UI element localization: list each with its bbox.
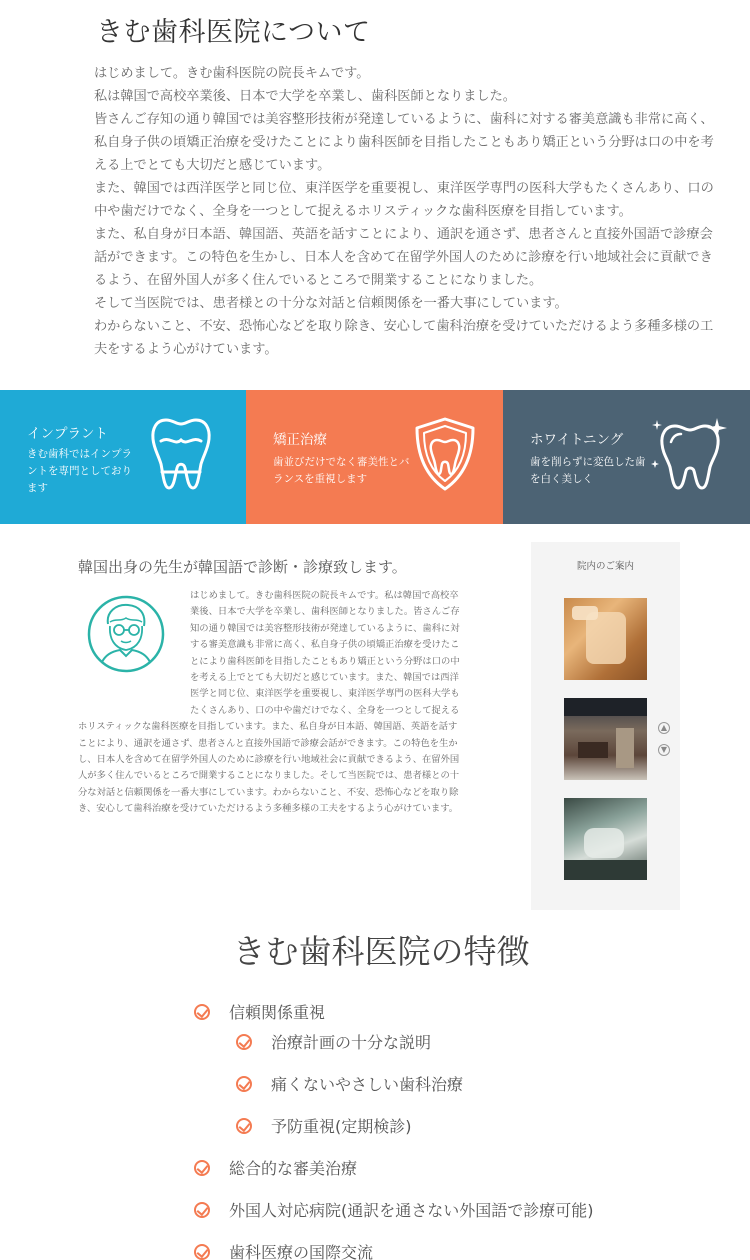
features-section — [0, 924, 750, 1260]
about-paragraph: 皆さんご存知の通り韓国では美容整形技術が発達しているように、歯科に対する審美意識も非常に高く、私自身子供の頃矯正治療を受けたことにより歯科医師を目指したこともあり矯正という分野は口の中を考える上でとても大切だと感じています。 — [94, 112, 714, 173]
service-tile-implant[interactable] — [0, 390, 246, 524]
feature-item — [194, 1000, 325, 1023]
feature-label: 治療計画の十分な説明 — [271, 1033, 432, 1052]
doctor-title: 韓国出身の先生が韓国語で診断・診療致します。 — [78, 558, 407, 576]
feature-item — [194, 1240, 373, 1260]
feature-label: 予防重視(定期検診) — [271, 1117, 412, 1136]
feature-label: 外国人対応病院(通訳を通さない外国語で診療可能) — [229, 1201, 594, 1220]
service-title: ホワイトニング — [530, 432, 624, 448]
service-title: インプラント — [27, 426, 108, 442]
service-tile-whitening[interactable] — [503, 390, 750, 524]
clinic-gallery — [531, 542, 680, 910]
feature-item — [236, 1114, 412, 1137]
about-paragraph: わからないこと、不安、恐怖心などを取り除き、安心して歯科治療を受けていただけるよう多種多様の工夫をするよう心がけています。 — [94, 319, 714, 357]
tooth-shield-icon — [412, 416, 478, 492]
gallery-scroll-up-icon[interactable]: ▲ — [658, 722, 670, 734]
feature-item — [236, 1030, 431, 1053]
feature-label: 歯科医療の国際交流 — [229, 1243, 374, 1260]
about-paragraph: そして当医院では、患者様との十分な対話と信頼関係を一番大事にしています。 — [94, 296, 568, 311]
doctor-section — [0, 524, 750, 924]
about-paragraph: 私は韓国で高校卒業後、日本で大学を卒業し、歯科医師となりました。 — [94, 89, 516, 104]
about-paragraph: はじめまして。きむ歯科医院の院長キムです。 — [94, 66, 370, 81]
tooth-sparkle-icon — [647, 416, 729, 494]
check-circle-icon — [236, 1118, 252, 1134]
service-desc: 歯並びだけでなく審美性とバランスを重視します — [273, 456, 410, 485]
check-circle-icon — [194, 1004, 210, 1020]
check-circle-icon — [194, 1160, 210, 1176]
feature-label: 痛くないやさしい歯科治療 — [271, 1075, 464, 1094]
gallery-title: 院内のご案内 — [576, 561, 634, 572]
services-band — [0, 390, 750, 524]
doctor-text — [78, 588, 466, 818]
service-title: 矯正治療 — [273, 432, 327, 448]
check-circle-icon — [194, 1244, 210, 1260]
about-paragraph: また、韓国では西洋医学と同じ位、東洋医学を重要視し、東洋医学専門の医科大学もたくさんあり、口の中や歯だけでなく、全身を一つとして捉えるホリスティックな歯科医療を目指しています。 — [94, 181, 714, 219]
feature-label: 信頼関係重視 — [229, 1003, 326, 1022]
features-title: きむ歯科医院の特徴 — [232, 932, 530, 971]
gallery-scroll-down-icon[interactable]: ▼ — [658, 744, 670, 756]
check-circle-icon — [236, 1034, 252, 1050]
gallery-thumb-xray[interactable] — [564, 598, 647, 680]
feature-item — [194, 1156, 357, 1179]
about-title: きむ歯科医院について — [96, 17, 371, 48]
about-section — [0, 0, 750, 390]
feature-label: 総合的な審美治療 — [229, 1159, 358, 1178]
service-desc: きむ歯科ではインプラントを専門としております — [27, 448, 132, 494]
about-paragraph: また、私自身が日本語、韓国語、英語を話すことにより、通訳を通さず、患者さんと直接外国語で診療会話ができます。この特色を生かし、日本人を含めて在留学外国人のために診療を行い地域社会に貢献できるよう、在留外国人が多く住んでいるところで開業することになりました。 — [94, 227, 713, 288]
gallery-thumb-treatment-room[interactable] — [564, 798, 647, 880]
feature-item — [236, 1072, 463, 1095]
service-tile-orthodontics[interactable] — [246, 390, 503, 524]
gallery-thumb-waiting-room[interactable] — [564, 698, 647, 780]
check-circle-icon — [236, 1076, 252, 1092]
service-desc: 歯を削らずに変色した歯を白く美しく — [530, 456, 646, 485]
feature-item — [194, 1198, 594, 1221]
check-circle-icon — [194, 1202, 210, 1218]
doctor-text-body: はじめまして。きむ歯科医院の院長キムです。私は韓国で高校卒業後、日本で大学を卒業し、歯科医師となりました。皆さんご存知の通り韓国では美容整形技術が発達しているように、歯科に対する審美意識も非常に高く、私自身子供の頃矯正治療を受けたことにより歯科医師を目指したこともあり矯正という分野は口の中を考える上でとても大切だと感じています。また、韓国では西洋医学と同じ位、東洋医学を重要視し、東洋医学専門の医科大学もたくさんあり、口の中や歯だけでなく、全身を一つとして捉えるホリスティックな歯科医療を目指しています。また、私自身が日本語、韓国語、英語を話すことにより、通訳を通さず、患者さんと直接外国語で診療会話ができます。この特色を生かし、日本人を含めて在留学外国人のために診療を行い地域社会に貢献できるよう、在留外国人が多く住んでいるところで開業することになりました。そして当医院では、患者様との十分な対話と信頼関係を一番大事にしています。わからないこと、不安、恐怖心などを取り除き、安心して歯科治療を受けていただけるよう多種多様の工夫をするよう心がけています。 — [78, 590, 460, 815]
tooth-implant-icon — [148, 416, 214, 492]
about-body — [94, 62, 724, 361]
